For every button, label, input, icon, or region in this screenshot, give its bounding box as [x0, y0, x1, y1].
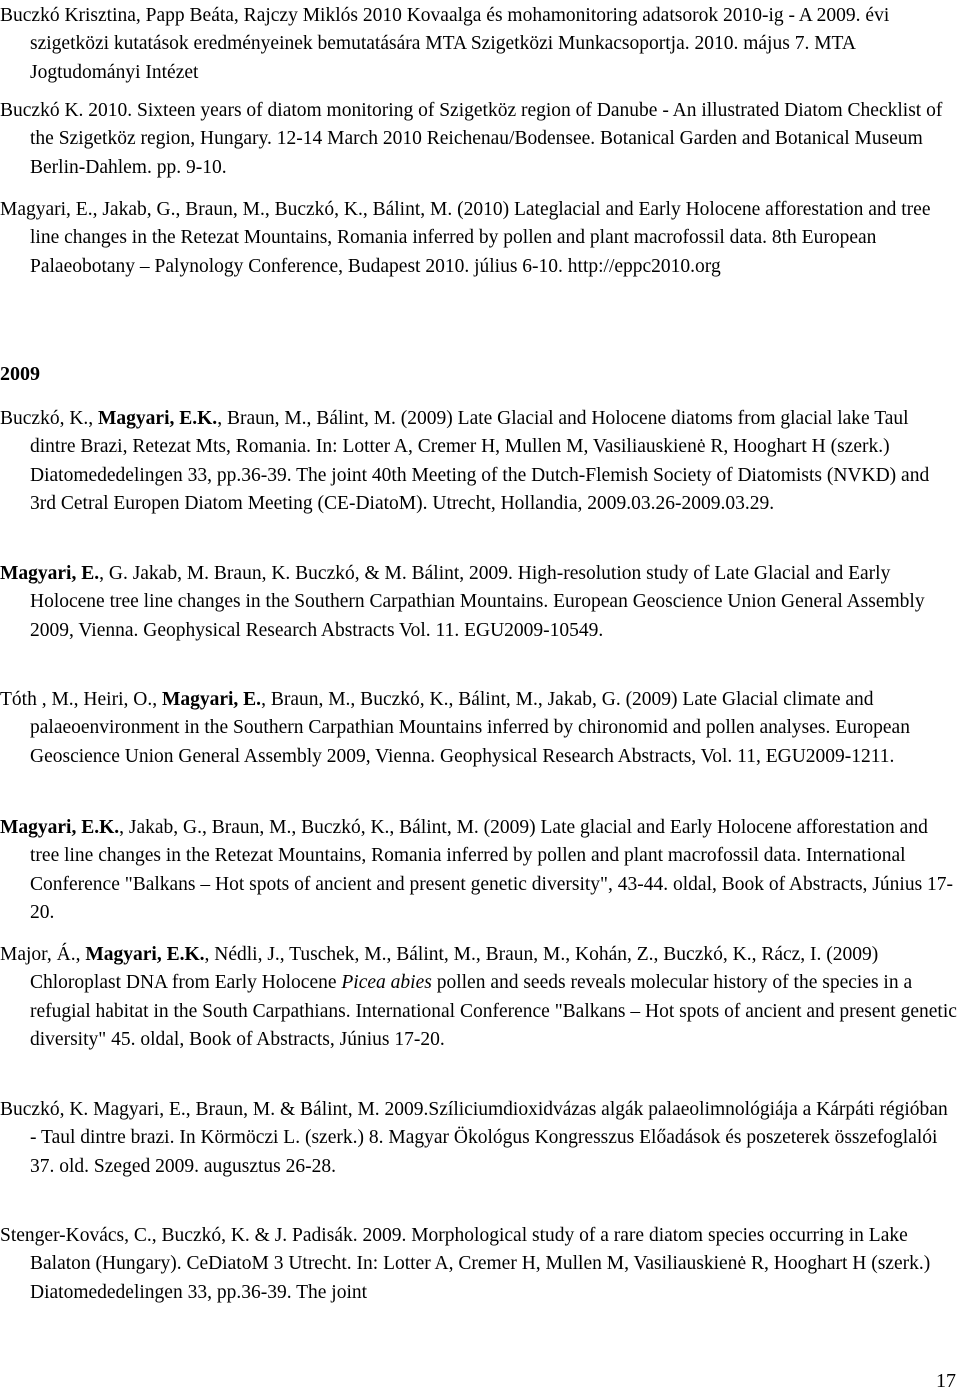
highlighted-author: Magyari, E.: [161, 689, 262, 710]
highlighted-author: Magyari, E.K.: [98, 408, 218, 429]
highlighted-author: Magyari, E.K.: [0, 817, 120, 838]
reference-entry: Magyari, E., Jakab, G., Braun, M., Buczkó, K., Bálint, M. (2010) Lateglacial and Early Holocene afforestation and tree line changes in the Retezat Mountains, Romania inferred by pollen and plant macrofossil data. 8th European Palaeobotany – Palynology Conference, Budapest 2010. július 6-10. http://eppc2010.org: [0, 199, 931, 277]
highlighted-author: Magyari, E.K.: [85, 944, 205, 965]
reference-entry: Buczkó Krisztina, Papp Beáta, Rajczy Miklós 2010 Kovaalga és mohamonitoring adatsorok 2010-ig - A 2009. évi szigetközi kutatások eredményeinek bemutatására MTA Szigetközi Munkacsoportja. 2010. május 7. MTA Jogtudományi Intézet: [0, 5, 890, 83]
highlighted-author: Magyari, E.: [0, 563, 100, 584]
reference-entry: [0, 1222, 958, 1307]
entry-text: Tóth , M., Heiri, O.,: [0, 689, 162, 710]
reference-entry: [0, 941, 958, 1055]
reference-entry: [0, 1096, 958, 1181]
entry-text: , Nédli, J., Tuschek, M., Bálint, M., Braun, M., Kohán, Z., Buczkó, K., Rácz, I. (2009) Chloroplast DNA from Early Holocene: [30, 944, 879, 994]
reference-entry: [0, 686, 958, 771]
species-name: Picea abies: [341, 972, 432, 994]
reference-entry: Buczkó K. 2010. Sixteen years of diatom monitoring of Szigetköz region of Danube - An illustrated Diatom Checklist of the Szigetköz region, Hungary. 12-14 March 2010 Reichenau/Bodensee. Botanical Garden and Botanical Museum Berlin-Dahlem. pp. 9-10.: [0, 100, 943, 178]
page-number: 17: [936, 1370, 956, 1392]
entry-text: , Jakab, G., Braun, M., Buczkó, K., Bálint, M. (2009) Late glacial and Early Holocene afforestation and tree line changes in the Retezat Mountains, Romania inferred by pollen and plant macrofossil data. International Conference "Balkans – Hot spots of ancient and present genetic diversity", 43-44. oldal, Book of Abstracts, Június 17-20.: [30, 817, 954, 924]
reference-entry: [0, 560, 958, 645]
entry-text: Buczkó, K. Magyari, E., Braun, M. & Bálint, M. 2009.Szíliciumdioxidvázas algák palaeolimnológiája a Kárpáti régióban - Taul dintre brazi. In Körmöczi L. (szerk.) 8. Magyar Ökológus Kongresszus Előadások és poszeterek összefoglalói 37. old. Szeged 2009. augusztus 26-28.: [0, 1099, 948, 1177]
reference-entry: [0, 405, 958, 519]
entry-text: , Braun, M., Buczkó, K., Bálint, M., Jakab, G. (2009) Late Glacial climate and palaeoenvironment in the Southern Carpathian Mountains inferred by chironomid and pollen analyses. European Geoscience Union General Assembly 2009, Vienna. Geophysical Research Abstracts, Vol. 11, EGU2009-1211.: [30, 689, 910, 767]
entry-text: Stenger-Kovács, C., Buczkó, K. & J. Padisák. 2009. Morphological study of a rare diatom species occurring in Lake Balaton (Hungary). CeDiatoM 3 Utrecht. In: Lotter A, Cremer H, Mullen M, Vasiliauskienė R, Hooghart H (szerk.) Diatomededelingen 33, pp.36-39. The joint: [0, 1225, 931, 1303]
section-heading-year: 2009: [0, 363, 40, 385]
reference-entry: [0, 814, 958, 928]
entry-text: , G. Jakab, M. Braun, K. Buczkó, & M. Bálint, 2009. High-resolution study of Late Glacial and Early Holocene tree line changes in the Southern Carpathian Mountains. European Geoscience Union General Assembly 2009, Vienna. Geophysical Research Abstracts Vol. 11. EGU2009-10549.: [30, 563, 925, 641]
entry-text: Major, Á.,: [0, 944, 86, 965]
entry-text: pollen and seeds reveals molecular history of the species in a refugial habitat in the South Carpathians. International Conference "Balkans – Hot spots of ancient and present genetic diversity" 45. oldal, Book of Abstracts, Június 17-20.: [30, 972, 957, 1051]
entry-text: , Braun, M., Bálint, M. (2009) Late Glacial and Holocene diatoms from glacial lake Taul dintre Brazi, Retezat Mts, Romania. In: Lotter A, Cremer H, Mullen M, Vasiliauskienė R, Hooghart H (szerk.) Diatomededelingen 33, pp.36-39. The joint 40th Meeting of the Dutch-Flemish Society of Diatomists (NVKD) and 3rd Cetral Europen Diatom Meeting (CE-DiatoM). Utrecht, Hollandia, 2009.03.26-2009.03.29.: [30, 408, 930, 515]
entry-text: Buczkó, K.,: [0, 408, 99, 429]
